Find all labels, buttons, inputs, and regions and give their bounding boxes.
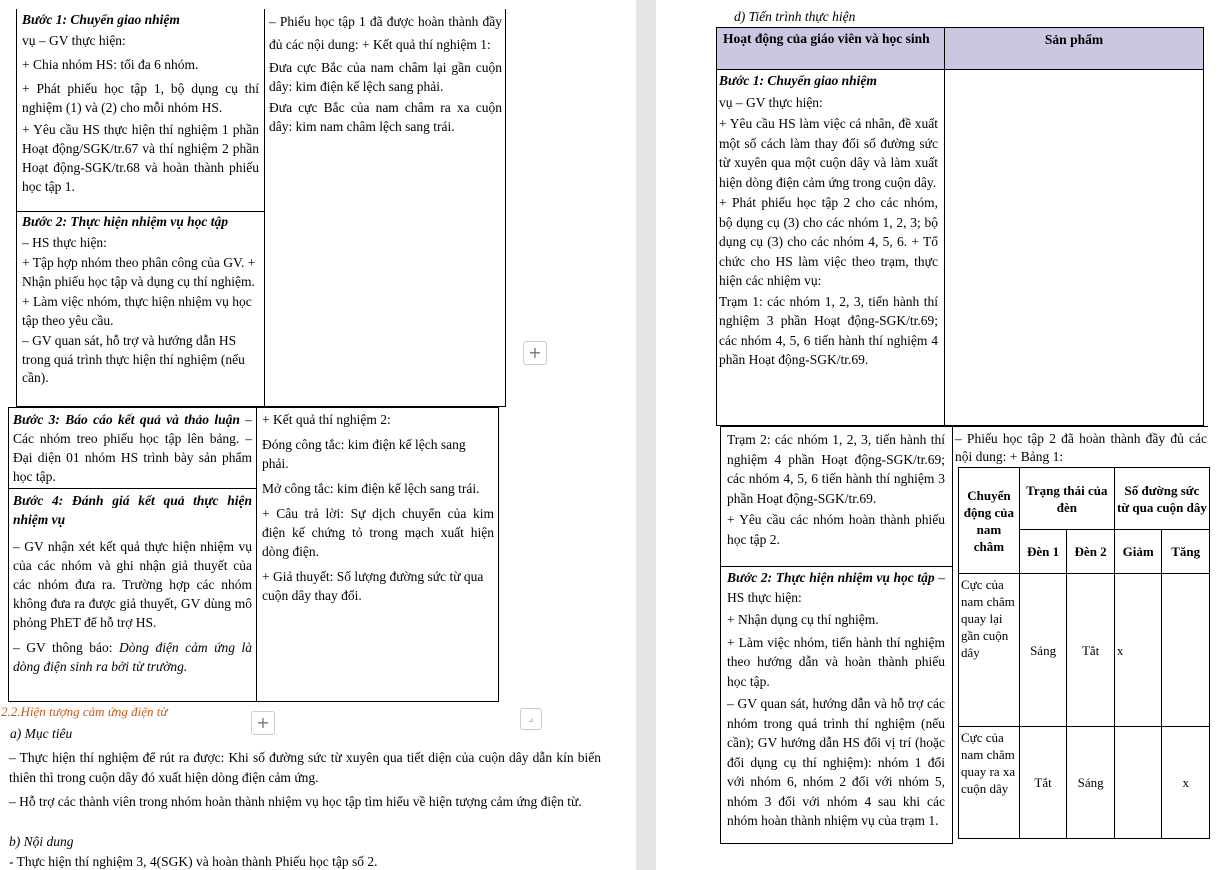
step1-line: + Chia nhóm HS: tối đa 6 nhóm.	[22, 57, 199, 72]
step2-line: + Làm việc nhóm, thực hiện nhiệm vụ học tập theo yêu cầu.	[22, 294, 252, 328]
bang1-row	[959, 727, 1210, 839]
step2-line: + Tập hợp nhóm theo phân công của GV. + Nhận phiếu học tập và dụng cụ thí nghiệm.	[22, 255, 256, 289]
right-step2-suffix: – HS thực hiện:	[727, 570, 945, 605]
page-gap	[636, 0, 656, 870]
step2-cell	[17, 212, 264, 407]
header-product: Sản phẩm	[1044, 32, 1104, 47]
bang1-tang-cell	[1162, 574, 1210, 727]
right-step2-cell	[721, 567, 947, 844]
step3-cell	[9, 408, 256, 488]
bang-1-table	[958, 467, 1210, 839]
tram2-cell	[721, 427, 947, 566]
activity-table-bottom	[8, 407, 499, 702]
right-step2-title: Bước 2: Thực hiện nhiệm vụ học tập	[727, 570, 935, 585]
activity-table-top	[16, 9, 506, 407]
step1-cell	[17, 9, 264, 211]
step1-line: vụ – GV thực hiện:	[22, 33, 126, 48]
bang1-header-motion: Chuyển động của nam châm	[959, 468, 1020, 574]
bang1-giam-cell: x	[1114, 574, 1162, 727]
heading-noi-dung: b) Nội dung	[9, 834, 74, 849]
bang1-header-giam: Giảm	[1114, 530, 1162, 574]
product-intro: – Phiếu học tập 2 đã hoàn thành đầy đủ các nội dung: + Bảng 1:	[955, 431, 1207, 464]
step3-title: Bước 3: Báo cáo kết quả và thảo luận	[13, 412, 240, 427]
product1-cell	[265, 9, 506, 407]
step4-notice-prefix: – GV thông báo:	[13, 640, 119, 655]
paragraph-objective-1: – Thực hiện thí nghiệm để rút ra được: Khi số đường sức từ xuyên qua tiết diện của cuộn dây dẫn kín biến thiên thì trong cuộn dây đó xuất hiện dòng điện cảm ứng.	[9, 750, 601, 785]
bang1-tang-cell: x	[1162, 727, 1210, 839]
step1-line: + Yêu cầu HS thực hiện thí nghiệm 1 phần Hoạt động/SGK/tr.67 và thí nghiệm 2 phần Hoạt động-SGK/tr.68 và hoàn thành phiếu học tập 1.	[22, 122, 259, 194]
header-activity: Hoạt động của giáo viên và học sinh	[723, 31, 930, 46]
bang1-header-tang: Tăng	[1162, 530, 1210, 574]
bang1-header-den2: Đèn 2	[1067, 530, 1115, 574]
step1-title: Bước 1: Chuyển giao nhiệm	[22, 12, 180, 27]
add-row-button[interactable]: +	[523, 341, 547, 365]
bang1-row	[959, 574, 1210, 727]
right-step1-line: vụ – GV thực hiện:	[719, 94, 823, 110]
request-text: + Yêu cầu các nhóm hoàn thành phiếu học tập 2.	[727, 512, 945, 547]
right-step2-line: + Nhận dụng cụ thí nghiệm.	[727, 612, 879, 627]
right-step1-cell	[717, 70, 944, 426]
heading-muc-tieu: a) Mục tiêu	[10, 726, 73, 741]
tram2-text: Trạm 2: các nhóm 1, 2, 3, tiến hành thí nghiệm 4 phần Hoạt động-SGK/tr.69; các nhóm 4, 5, 6 tiến hành thí nghiệm 3 phần Hoạt động-SGK/tr.69.	[727, 432, 945, 506]
right-step1-line: + Phát phiếu học tập 2 cho các nhóm, bộ dụng cụ (3) cho các nhóm 1, 2, 3; bộ dụng cụ (3) cho các nhóm 4, 5, 6. + Tổ chức cho HS làm việc theo trạm, thực hiện các nhiệm vụ:	[719, 195, 938, 288]
right-step1-line: Trạm 1: các nhóm 1, 2, 3, tiến hành thí nghiệm 3 phần Hoạt động-SGK/tr.69; các nhóm 4, 5, 6 tiến hành thí nghiệm 4 phần Hoạt động-SGK/tr.69.	[719, 293, 938, 367]
process-table-top	[716, 27, 1204, 426]
step4-line: – GV nhận xét kết quả thực hiện nhiệm vụ của các nhóm và ghi nhận giả thuyết của các nhóm đưa ra. Trường hợp các nhóm không đưa ra được giả thuyết, GV dùng mô phỏng PhET để hỗ trợ HS.	[13, 539, 252, 630]
section-heading-2-2: 2.2.Hiện tượng cảm ứng điện từ	[1, 704, 168, 719]
right-step2-line: – GV quan sát, hướng dẫn và hỗ trợ các nhóm trong quá trình thí nghiệm (nếu cần); GV hướng dẫn HS đổi vị trí (hoặc đổi dụng cụ thí nghiệm): nhóm 1 đổi với nhóm 6, nhóm 2 đổi với nhóm 5, nhóm 3 đổi với nhóm 4 sau khi các nhóm hoàn thành nhiệm vụ của trạm 1.	[727, 696, 945, 828]
process-table-bottom	[720, 426, 952, 844]
bang1-giam-cell	[1114, 727, 1162, 839]
paragraph-objective-2: – Hỗ trợ các thành viên trong nhóm hoàn thành nhiệm vụ học tập tìm hiểu về hiện tượng cảm ứng điện từ.	[9, 794, 582, 809]
product2-line: Mở công tắc: kim điện kế lệch sang trái.	[262, 481, 480, 496]
product2-line: + Giả thuyết: Số lượng đường sức từ qua cuộn dây thay đổi.	[262, 569, 484, 603]
bang1-header-state: Trạng thái của đèn	[1019, 468, 1114, 530]
right-step1-line: + Yêu cầu HS làm việc cá nhân, đề xuất một số cách làm thay đổi số đường sức từ xuyên qua một cuộn dây và làm xuất hiện dòng điện cảm ứng trong cuộn dây.	[719, 116, 938, 190]
bang1-motion-cell: Cực của nam châm quay ra xa cuộn dây	[959, 727, 1020, 839]
product2-cell	[257, 408, 499, 702]
bang1-den2-cell: Sáng	[1067, 727, 1115, 839]
step3-text: – Các nhóm treo phiếu học tập lên bảng. – Đại diện 01 nhóm HS trình bày sản phẩm học tập.	[13, 412, 253, 484]
bang1-den1-cell: Sáng	[1019, 574, 1067, 727]
step4-cell	[9, 489, 256, 702]
bang1-header-den1: Đèn 1	[1019, 530, 1067, 574]
right-step2-line: + Làm việc nhóm, tiến hành thí nghiệm theo hướng dẫn và hoàn thành phiếu học tập.	[727, 634, 945, 689]
step1-line: + Phát phiếu học tập 1, bộ dụng cụ thí nghiệm (1) và (2) cho mỗi nhóm HS.	[22, 81, 259, 115]
product2-line: Đóng công tắc: kim điện kế lệch sang phải.	[262, 437, 466, 471]
product2-line: + Kết quả thí nghiệm 2:	[262, 412, 391, 427]
product1-line: – Phiếu học tập 1 đã được hoàn thành đầy đủ các nội dung: + Kết quả thí nghiệm 1:	[269, 14, 502, 52]
step2-line: – HS thực hiện:	[22, 234, 107, 250]
resize-handle-icon[interactable]: ⌟	[520, 708, 542, 730]
add-row-button[interactable]: +	[251, 711, 275, 735]
heading-tien-trinh: d) Tiến trình thực hiện	[734, 9, 856, 24]
bang1-header-lines: Số đường sức từ qua cuộn dây	[1114, 468, 1209, 530]
step4-notice: Dòng điện cảm ứng là dòng điện sinh ra bởi từ trường.	[13, 640, 252, 674]
right-step1-title: Bước 1: Chuyển giao nhiệm	[719, 73, 877, 88]
document-page-right	[656, 0, 1226, 870]
product1-line: Đưa cực Bắc của nam châm ra xa cuộn dây: kim nam châm lệch sang trái.	[269, 100, 502, 134]
step2-title: Bước 2: Thực hiện nhiệm vụ học tập	[22, 214, 229, 229]
step2-line: – GV quan sát, hỗ trợ và hướng dẫn HS trong quá trình thực hiện thí nghiệm (nếu cần).	[22, 333, 245, 385]
product1-line: Đưa cực Bắc của nam châm lại gần cuộn dây: kim điện kế lệch sang phải.	[269, 60, 502, 94]
bang1-den2-cell: Tắt	[1067, 574, 1115, 727]
product2-line: + Câu trả lời: Sự dịch chuyển của kim điện kế chứng tỏ trong mạch xuất hiện dòng điện.	[262, 506, 494, 559]
bang1-den1-cell: Tắt	[1019, 727, 1067, 839]
bang1-motion-cell: Cực của nam châm quay lại gần cuộn dây	[959, 574, 1020, 727]
paragraph-content: - Thực hiện thí nghiệm 3, 4(SGK) và hoàn thành Phiếu học tập số 2.	[9, 854, 378, 869]
step4-title: Bước 4: Đánh giá kết quả thực hiện nhiệm vụ	[13, 493, 252, 527]
